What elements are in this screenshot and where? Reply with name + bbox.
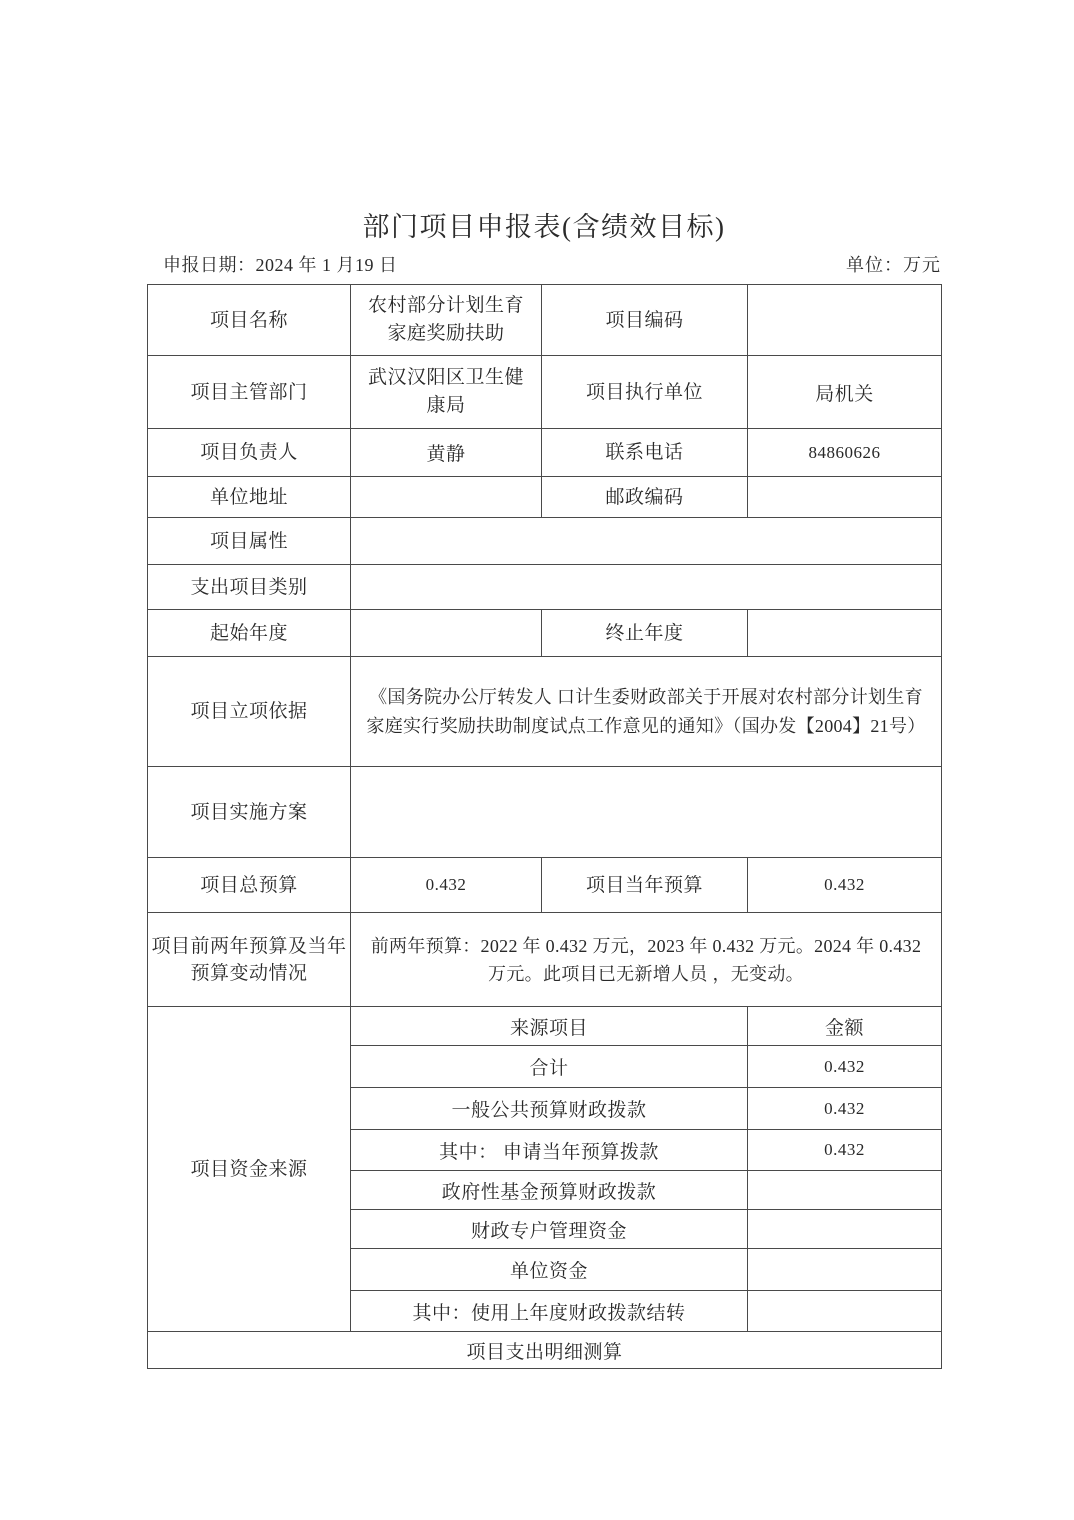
funding-amount-carryover [748,1291,942,1332]
project-code-value [748,285,942,356]
unit-note: 单位：万元 [846,255,941,275]
project-leader-label: 项目负责人 [148,429,351,477]
current-year-budget-label: 项目当年预算 [542,858,748,913]
funding-amount-government-fund [748,1171,942,1210]
implementation-plan-value [351,767,942,858]
expense-category-label: 支出项目类别 [148,565,351,610]
row-budgets [148,858,942,913]
project-leader-value: 黄静 [351,429,542,477]
row-project-attribute [148,518,942,565]
funding-section-label: 项目资金来源 [148,1007,351,1332]
row-project-leader [148,429,942,477]
row-project-name [148,285,942,356]
postal-code-value [748,477,942,518]
funding-amount-total: 0.432 [748,1046,942,1088]
funding-item-total: 合计 [351,1046,748,1088]
funding-amount-fiscal-account [748,1210,942,1249]
total-budget-label: 项目总预算 [148,858,351,913]
funding-item-current-year-request: 其中： 申请当年预算拨款 [351,1130,748,1171]
start-year-label: 起始年度 [148,610,351,657]
supervisor-dept-label: 项目主管部门 [148,356,351,429]
funding-item-carryover: 其中：使用上年度财政拨款结转 [351,1291,748,1332]
phone-value: 84860626 [748,429,942,477]
end-year-label: 终止年度 [542,610,748,657]
project-attribute-value [351,518,942,565]
start-year-value [351,610,542,657]
row-expense-detail-section [148,1332,942,1369]
funding-item-unit-funds: 单位资金 [351,1249,748,1291]
project-attribute-label: 项目属性 [148,518,351,565]
row-approval-basis [148,657,942,767]
executing-unit-label: 项目执行单位 [542,356,748,429]
row-expense-category [148,565,942,610]
total-budget-value: 0.432 [351,858,542,913]
current-year-budget-value: 0.432 [748,858,942,913]
row-budget-history [148,913,942,1007]
row-implementation-plan [148,767,942,858]
funding-item-header: 来源项目 [351,1007,748,1046]
date-label: 申报日期： [163,255,256,275]
expense-category-value [351,565,942,610]
funding-amount-current-year-request: 0.432 [748,1130,942,1171]
executing-unit-value: 局机关 [748,356,942,429]
row-unit-address [148,477,942,518]
form-document [147,210,941,1369]
row-years [148,610,942,657]
page-title: 部门项目申报表(含绩效目标) [362,212,726,242]
project-name-value: 农村部分计划生育家庭奖励扶助 [351,285,542,356]
funding-item-general-public: 一般公共预算财政拨款 [351,1088,748,1130]
funding-item-government-fund: 政府性基金预算财政拨款 [351,1171,748,1210]
implementation-plan-label: 项目实施方案 [148,767,351,858]
expense-detail-section-label: 项目支出明细测算 [148,1332,942,1369]
project-name-label: 项目名称 [148,285,351,356]
funding-amount-general-public: 0.432 [748,1088,942,1130]
supervisor-dept-value: 武汉汉阳区卫生健康局 [351,356,542,429]
funding-amount-header: 金额 [748,1007,942,1046]
funding-amount-unit-funds [748,1249,942,1291]
unit-address-label: 单位地址 [148,477,351,518]
approval-basis-value: 《国务院办公厅转发人 口计生委财政部关于开展对农村部分计划生育家庭实行奖励扶助制度试点工作意见的通知》（国办发【2004】21号） [351,657,942,767]
project-code-label: 项目编码 [542,285,748,356]
meta-row [147,254,941,277]
row-supervisor-dept [148,356,942,429]
unit-address-value [351,477,542,518]
row-funding-header [148,1007,942,1046]
postal-code-label: 邮政编码 [542,477,748,518]
phone-label: 联系电话 [542,429,748,477]
budget-history-label: 项目前两年预算及当年预算变动情况 [148,913,351,1007]
application-form-table [147,284,942,1369]
budget-history-value: 前两年预算：2022 年 0.432 万元，2023 年 0.432 万元。2024 年 0.432 万元。此项目已无新增人员 ，无变动。 [351,913,942,1007]
date-value: 2024 年 1 月19 日 [255,255,398,275]
declare-date [147,254,398,277]
end-year-value [748,610,942,657]
funding-item-fiscal-account: 财政专户管理资金 [351,1210,748,1249]
approval-basis-label: 项目立项依据 [148,657,351,767]
